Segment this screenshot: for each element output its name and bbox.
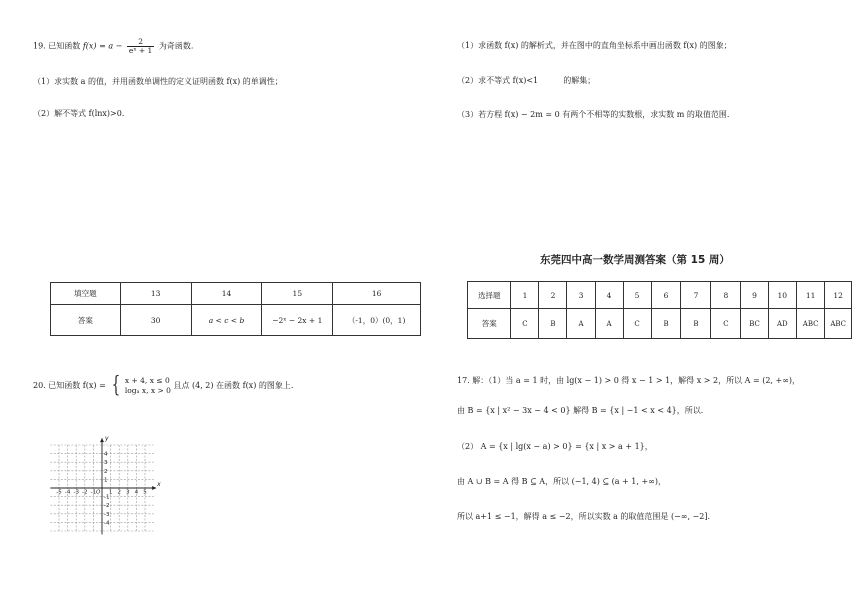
fill-answer-table xyxy=(50,282,421,336)
q19-part1: （1）求实数 a 的值，并用函数单调性的定义证明函数 f(x) 的单调性； xyxy=(33,77,283,86)
choice-table-cell: B xyxy=(681,309,711,339)
solution-line-5: 所以 a+1 ≤ −1，解得 a ≤ −2，所以实数 a 的取值范围是 (−∞, −2]. xyxy=(457,512,711,521)
fill-table-cell: 30 xyxy=(120,305,191,336)
x-axis-arrow xyxy=(152,486,156,490)
q19-fraction-denominator: eˣ + 1 xyxy=(128,46,153,55)
y-tick-label: -4 xyxy=(104,520,110,527)
x-tick-label: 4 xyxy=(134,489,139,496)
y-axis-arrow xyxy=(100,438,104,442)
origin-label: O xyxy=(96,489,101,496)
y-axis-label: y xyxy=(105,434,109,442)
y-tick-label: -1 xyxy=(104,494,110,501)
choice-table-cell: A xyxy=(595,309,623,339)
choice-table-header-cell: 7 xyxy=(681,282,711,309)
q19-stem xyxy=(33,38,193,55)
choice-table-cell: C xyxy=(623,309,651,339)
coordinate-grid xyxy=(30,420,180,535)
y-tick-label: 3 xyxy=(104,460,108,467)
x-tick-label: -2 xyxy=(82,489,88,496)
fill-table-cell: 答案 xyxy=(51,305,121,336)
choice-table-cell: ABC xyxy=(825,309,852,339)
y-tick-label: -3 xyxy=(104,511,110,518)
fill-table-cell: （-1，0）(0，1) xyxy=(333,305,421,336)
x-tick-label: -5 xyxy=(56,489,62,496)
choice-table-header-cell: 2 xyxy=(539,282,567,309)
y-tick-label: 2 xyxy=(104,468,108,475)
q20-case2: logₐ x, x > 0 xyxy=(124,386,171,395)
choice-table-header-cell: 12 xyxy=(825,282,852,309)
choice-table-cell: 答案 xyxy=(468,309,511,339)
choice-table-cell: C xyxy=(511,309,539,339)
choice-table-header-cell: 9 xyxy=(741,282,768,309)
fill-table-cell: −2ˣ − 2x + 1 xyxy=(262,305,333,336)
fill-table-header-cell: 15 xyxy=(262,283,333,305)
choice-table-header-cell: 5 xyxy=(623,282,651,309)
choice-table-header-cell: 11 xyxy=(796,282,824,309)
choice-table-cell: A xyxy=(567,309,595,339)
fill-table-header-cell: 14 xyxy=(191,283,262,305)
q20-part2-inequality: （2）求不等式 f(x)<1 xyxy=(457,76,539,85)
fill-table-header-row xyxy=(51,283,421,305)
fill-table-header-cell: 填空题 xyxy=(51,283,121,305)
choice-table-header-cell: 1 xyxy=(511,282,539,309)
choice-table-header-cell: 3 xyxy=(567,282,595,309)
q19-prefix: 19. 已知函数 xyxy=(33,41,81,51)
q20-suffix: 且点 (4, 2) 在函数 f(x) 的图象上. xyxy=(173,381,294,390)
choice-table-answer-row xyxy=(468,309,852,339)
choice-table-header-cell: 选择题 xyxy=(468,282,511,309)
q20-case1: x + 4, x ≤ 0 xyxy=(124,376,170,385)
x-tick-label: 1 xyxy=(108,489,113,496)
x-tick-label: -4 xyxy=(64,489,71,496)
x-tick-label: 5 xyxy=(143,489,147,496)
q19-fraction-numerator: 2 xyxy=(127,38,154,47)
q19-part2: （2）解不等式 f(lnx)>0. xyxy=(33,109,125,118)
solution-line-4: 由 A ∪ B = A 得 B ⊆ A，所以 (−1, 4) ⊆ (a + 1, +∞)， xyxy=(457,477,666,486)
q20-stem xyxy=(33,375,293,397)
q20-prefix: 20. 已知函数 f(x) = xyxy=(33,381,106,390)
x-tick-label: 2 xyxy=(117,489,121,496)
choice-table-cell: B xyxy=(539,309,567,339)
choice-table-cell: AD xyxy=(768,309,796,339)
choice-table-header-cell: 4 xyxy=(595,282,623,309)
q20-part2-tail: 的解集； xyxy=(563,76,596,85)
q20-part2 xyxy=(457,75,595,87)
fill-table-cell: a < c < b xyxy=(191,305,262,336)
q19-function: f(x) = a − xyxy=(82,41,123,51)
y-tick-label: 4 xyxy=(104,451,108,458)
x-tick-label: -1 xyxy=(90,489,97,496)
choice-table-header-cell: 8 xyxy=(711,282,741,309)
solution-line-2: 由 B = {x | x² − 3x − 4 < 0} 解得 B = {x | −1 < x < 4}，所以. xyxy=(457,406,704,415)
choice-table-cell: BC xyxy=(741,309,768,339)
q19-suffix: 为奇函数. xyxy=(158,41,194,51)
x-axis-label: x xyxy=(157,481,161,488)
choice-table-cell: B xyxy=(651,309,681,339)
solution-line-3: （2） A = {x | lg(x − a) > 0} = {x | x > a + 1}， xyxy=(457,442,653,451)
choice-answer-table xyxy=(467,281,852,339)
solution-line-1: 17. 解：（1）当 a = 1 时，由 lg(x − 1) > 0 得 x − 1 > 1，解得 x > 2，所以 A = (2, +∞)， xyxy=(457,376,801,385)
q19-fraction xyxy=(127,38,154,55)
q20-cases xyxy=(125,376,171,396)
q20-part1: （1）求函数 f(x) 的解析式，并在图中的直角坐标系中画出函数 f(x) 的图象； xyxy=(457,41,732,50)
fill-table-answer-row xyxy=(51,305,421,336)
choice-table-header-cell: 10 xyxy=(768,282,796,309)
x-tick-label: 3 xyxy=(126,489,130,496)
y-tick-label: -2 xyxy=(104,503,110,510)
y-tick-label: 1 xyxy=(104,477,108,484)
choice-table-cell: ABC xyxy=(796,309,824,339)
choice-table-cell: C xyxy=(711,309,741,339)
fill-table-header-cell: 13 xyxy=(120,283,191,305)
answer-title: 东莞四中高一数学周测答案（第 15 周） xyxy=(540,254,730,266)
q20-part3: （3）若方程 f(x) − 2m = 0 有两个不相等的实数根，求实数 m 的取值范围. xyxy=(457,110,730,119)
choice-table-header-cell: 6 xyxy=(651,282,681,309)
x-tick-label: -3 xyxy=(73,489,79,496)
q20-brace: { xyxy=(112,373,121,398)
choice-table-header-row xyxy=(468,282,852,309)
fill-table-header-cell: 16 xyxy=(333,283,421,305)
